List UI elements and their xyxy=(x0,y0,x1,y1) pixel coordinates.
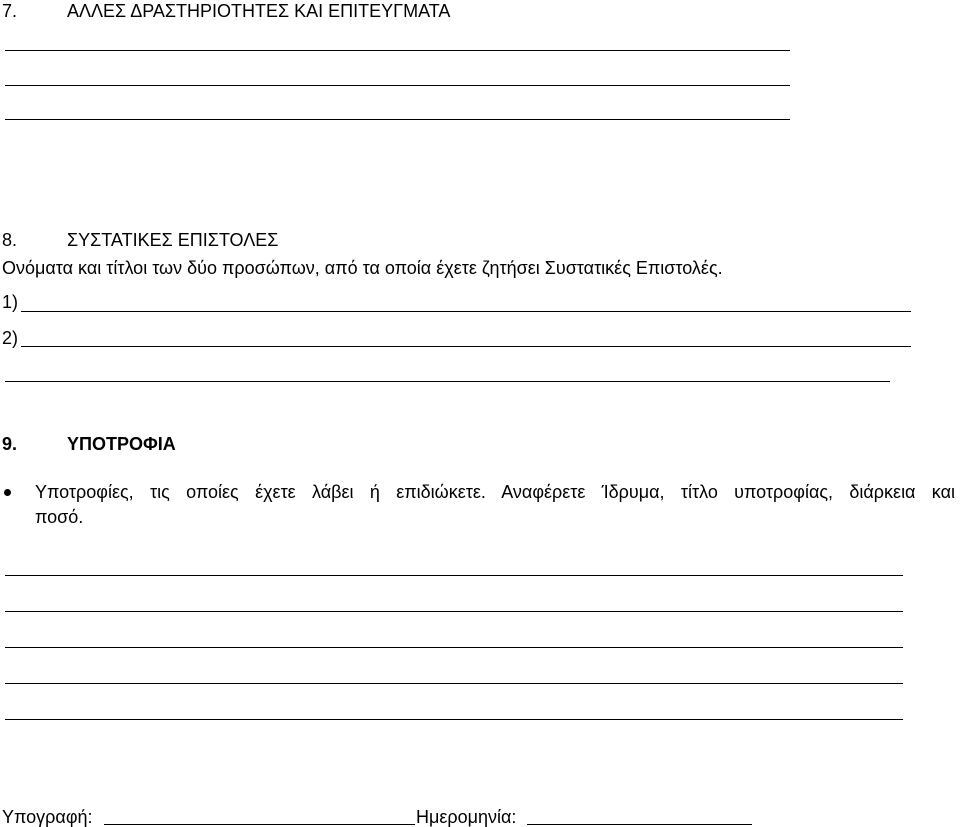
scholarship-answer-line-5[interactable] xyxy=(5,719,903,720)
section-7-number: 7. xyxy=(2,1,18,21)
section-7-title: ΑΛΛΕΣ ΔΡΑΣΤΗΡΙΟΤΗΤΕΣ ΚΑΙ ΕΠΙΤΕΥΓΜΑΤΑ xyxy=(67,1,451,21)
scholarship-answer-line-3[interactable] xyxy=(5,647,903,648)
reference-item-2-label: 2) xyxy=(2,328,19,348)
signature-line[interactable] xyxy=(104,824,415,825)
scholarship-answer-line-1[interactable] xyxy=(5,575,903,576)
date-line[interactable] xyxy=(527,824,752,825)
scholarship-answer-line-2[interactable] xyxy=(5,611,903,612)
reference-item-2-line[interactable] xyxy=(21,346,911,347)
section-8-number: 8. xyxy=(2,230,18,250)
scholarship-instruction-line-2: ποσό. xyxy=(35,507,84,527)
reference-item-1-label: 1) xyxy=(2,292,19,312)
bullet-icon xyxy=(4,489,11,496)
reference-extra-line[interactable] xyxy=(5,381,890,382)
section-8-title: ΣΥΣΤΑΤΙΚΕΣ ΕΠΙΣΤΟΛΕΣ xyxy=(67,230,279,250)
section-7-answer-line-3[interactable] xyxy=(5,119,790,120)
date-label: Ημερομηνία: xyxy=(416,807,517,827)
reference-item-1-line[interactable] xyxy=(21,311,911,312)
section-8-instruction: Ονόματα και τίτλοι των δύο προσώπων, από τα οποία έχετε ζητήσει Συστατικές Επιστολές. xyxy=(2,258,723,278)
section-7-answer-line-1[interactable] xyxy=(5,50,790,51)
section-9-number: 9. xyxy=(2,434,18,454)
scholarship-answer-line-4[interactable] xyxy=(5,683,903,684)
section-9-title: ΥΠΟΤΡΟΦΙΑ xyxy=(67,434,176,454)
section-7-answer-line-2[interactable] xyxy=(5,85,790,86)
signature-label: Υπογραφή: xyxy=(2,807,93,827)
scholarship-instruction-line-1: Υποτροφίες, τις οποίες έχετε λάβει ή επιδιώκετε. Αναφέρετε Ίδρυμα, τίτλο υποτροφίας, διάρκεια και xyxy=(35,482,955,502)
